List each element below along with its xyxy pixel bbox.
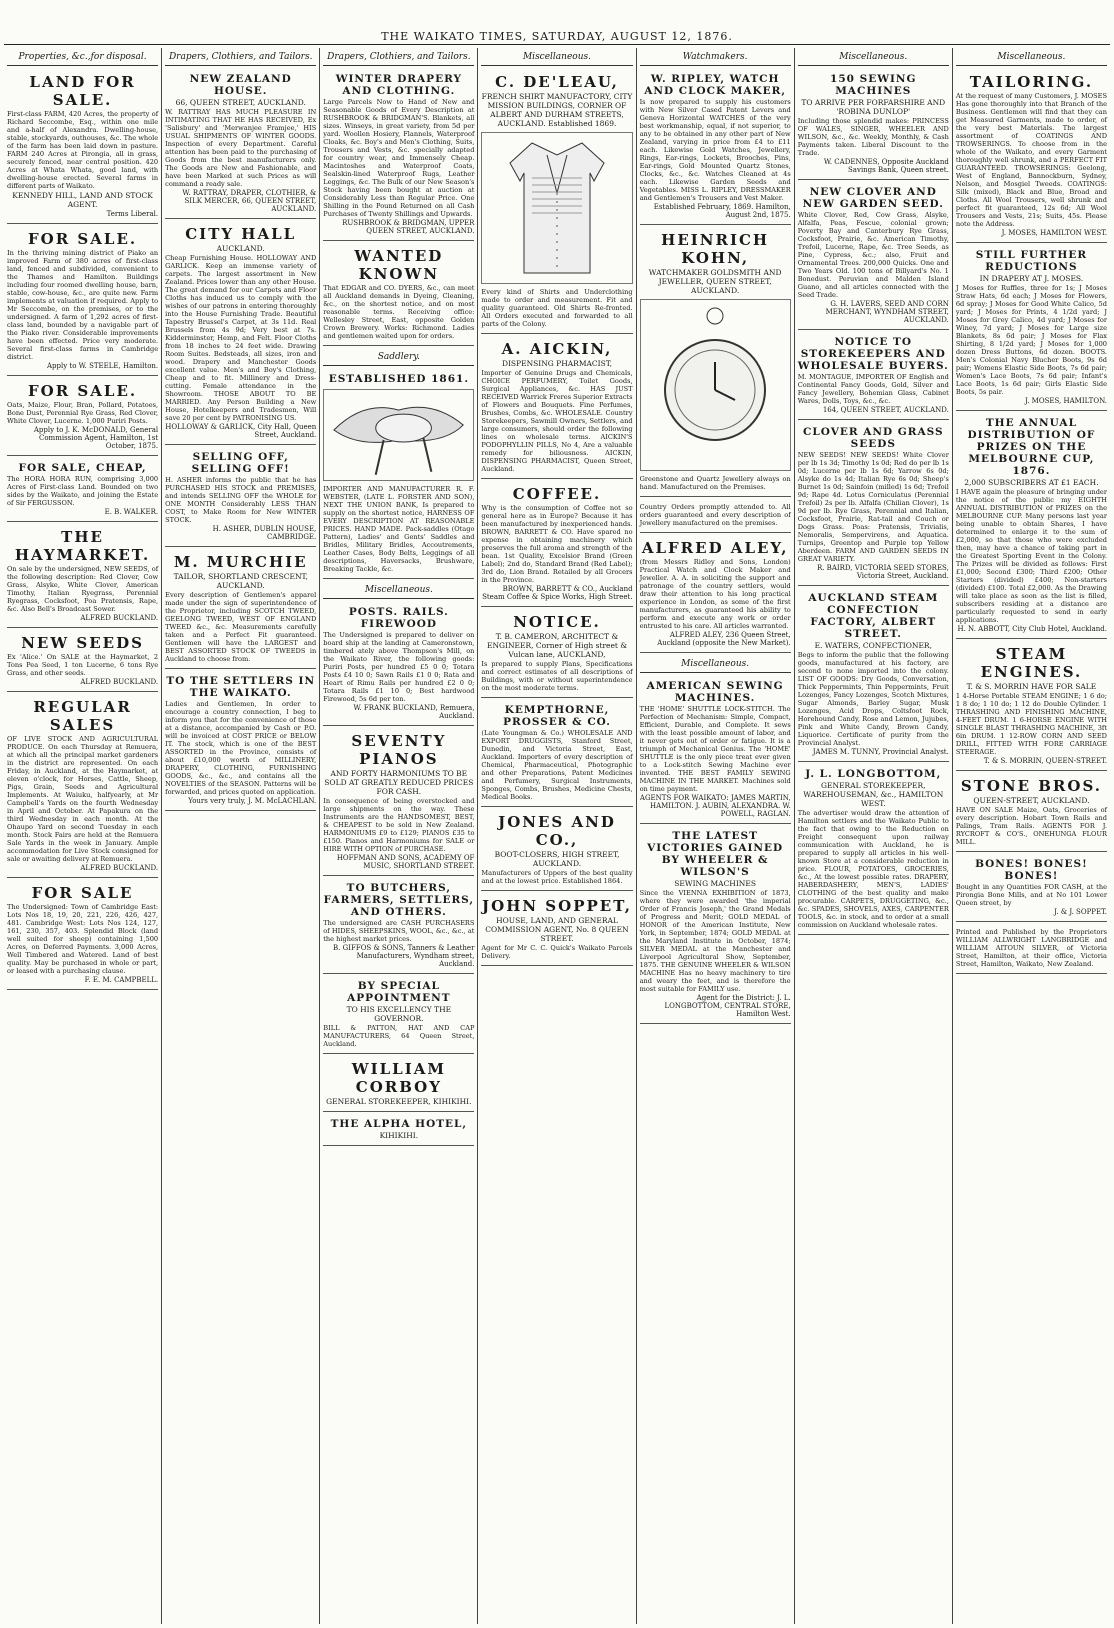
ad-signature: HOLLOWAY & GARLICK, City Hall, Queen Street, Auckland. [165,423,317,439]
advertisement [798,422,949,586]
column-2 [162,48,320,1624]
ad-signature: G. H. LAVERS, SEED AND CORN MERCHANT, WYNDHAM STREET, AUCKLAND. [825,300,949,324]
advertisement [323,1056,474,1112]
ad-heading: TAILORING. [969,73,1094,91]
advertisement [640,499,791,533]
ad-signature: F. E. M. CAMPBELL. [84,976,159,984]
ad-heading: THE ALPHA HOTEL, [330,1118,468,1130]
advertisement [323,728,474,876]
saddle-illustration [323,389,474,481]
ad-body: H. ASHER informs the public that he has PURCHASED HIS STOCK and PREMISES, and intends SELLING OFF the WHOLE for ONE MONTH Considerably LESS THAN COST, to Make Room for New WINTER STOCK. [165,476,317,524]
ad-heading: WANTED KNOWN [354,247,444,283]
ad-signature: E. B. WALKER. [104,508,159,516]
ad-heading: THE ANNUAL DISTRIBUTION OF PRIZES ON THE MELBOURNE CUP, 1876. [967,417,1096,477]
ad-heading: FOR SALE. [28,382,138,400]
ad-signature: R. BAIRD, VICTORIA SEED STORES, Victoria Street, Auckland. [816,564,949,580]
ad-heading: M. MURCHIE [173,553,308,571]
ad-heading: AMERICAN SEWING MACHINES. [646,680,784,704]
advertisement [798,332,949,420]
ad-signature: J. MOSES, HAMILTON. [1024,397,1107,405]
ad-body: OF LIVE STOCK AND AGRICULTURAL PRODUCE. On each Thursday at Remuera, at which all the principal market gardeners in the district are represented. On each Friday, in Auckland, at the Haymarket, at eleven o'clock, for Horses, Cattle, Sheep, Pigs, Grain, Seeds and Agricultural Implements. At Waiuku, halfyearly, at Mr Campbell's Yards on the fourth Wednesday in April and October. At Papakura on the third Wednesday in each month. At the Ohaupo Yard on second Tuesday in each month. Stock Fairs are held at the Remuera Sale Yards in the week in January. Ample accommodation for Live Stock consigned for sale or awaiting delivery at Remuera. [7,735,159,863]
newspaper-title: THE WAIKATO TIMES, SATURDAY, AUGUST 12, 1876. [381,30,733,43]
ad-heading: HEINRICH KOHN, [661,231,770,267]
ad-body: That EDGAR and CO. DYERS, &c., can meet all Auckland demands in Dyeing, Cleaning, &c., on the shortest notice, and on most reasonable terms. Receiving office: Wellesley Street, East, opposite Golden Crown Brewery. Works: Richmond. Ladies and gentlemen waited upon for orders. [323,284,475,340]
ad-body: Ladies and Gentlemen, In order to encourage a country connection, I beg to inform you that for the convenience of those at a distance, accompanied by Cash or P.O. will be invoiced at COST PRICE or BELOW IT. The stock, which is one of the BEST ASSORTED in the Province, consists of about £10,000 worth of MILLINERY, DRAPERY, CLOTHING, FURNISHING GOODS, &c., &c., and contains all the NOVELTIES of the SEASON. Patterns will be forwarded, and prices quoted on application. [165,700,317,796]
advertisement [640,826,791,1024]
ad-signature: ALFRED BUCKLAND. [80,678,159,686]
advertisement [956,413,1107,639]
advertisement [165,549,316,669]
ad-body: Every kind of Shirts and Underclothing made to order and measurement. Fit and quality guaranteed. Old Shirts Re-fronted. All Orders executed and forwarded to all parts of the Colony. [481,288,633,328]
ad-body: In consequence of being overstocked and large shipments on the way. These Instruments are the HANDSOMEST, BEST, & CHEAPEST to be sold in New Zealand. HARMONIUMS £9 to £129; PIANOS £35 to £150. Pianos and Harmoniums for SALE or HIRE WITH OPTION of PURCHASE. [323,797,475,853]
ad-heading: STILL FURTHER REDUCTIONS [975,249,1088,273]
ad-body: The HORA HORA RUN, comprising 3,000 Acres of First-class Land. Bounded on two sides by the Waikato, and joining the Estate of Sir FERGUSSON. [7,475,159,507]
advertisement [798,182,949,330]
column-heading: Drapers, Clothiers, and Tailors. [165,48,316,66]
advertisement [7,524,158,628]
advertisement [798,764,949,935]
ad-signature: JAMES M. TUNNY, Provincial Analyst. [812,748,949,756]
advertisement [323,602,474,726]
advertisement [323,1114,474,1146]
ad-signature: RUSHBROOK & BRIDGMAN, UPPER QUEEN STREET, AUCKLAND. [342,219,475,235]
ad-subheading: TAILOR, SHORTLAND CRESCENT, AUCKLAND. [173,572,308,590]
ad-body: First-class FARM, 420 Acres, the property of Richard Seccombe, Esq., within one mile and a-half of Alexandra. Dwelling-house, stable, stockyards, outhouses, &c. The whole of the farm has been laid down in pasture. FARM 240 Acres at Pirongia, all in grass, securely fenced, near central position. 420 Acres at Whata Whata, good land, with dwelling-house erected. Several farms in different parts of Waikato. [7,110,159,190]
advertisement [481,336,632,479]
ad-body: Manufacturers of Uppers of the best quality and at the lowest price. Established 1864. [481,869,633,885]
advertisement [640,69,791,225]
ad-heading: JONES AND CO., [498,813,616,849]
ad-heading: REGULAR SALES [33,698,132,734]
ad-body: In the thriving mining district of Piako an improved Farm of 380 acres of first-class land, fenced and subdivided, convenient to the Thames and Hamilton. Buildings including four roomed dwelling house, barn, stable, cow-house, &c., are quite new. Farm implements at valuation if required. Apply to Mr Seccombe, on the premises, or to the undersigned. A farm of 1,292 acres of first-class land, bounded by a navigable part of the Piako river. Considerable improvements have been effected. Price very moderate. Several first-class farms in Cambridge district. [7,249,159,361]
ad-body: Agent for Mr C. C. Quick's Waikato Parcels Delivery. [481,944,633,960]
ad-subheading: AUCKLAND. [216,244,265,253]
ad-body: Importer of Genuine Drugs and Chemicals, CHOICE PERFUMERY, Toilet Goods, Surgical Appliances, &c. HAS JUST RECEIVED Warrick Freres Superior Extracts of Flowers and Bouquets. Fine Perfumes, Brushes, Combs, &c. WHOLESALE. Country Storekeepers, Sawmill Owners, Settlers, and large consumers, should order the following lines on wholesale terms. AICKIN'S PODOPHYLLIN PILLS, No 4, Are a valuable remedy for biliousness. AICKIN, DISPENSING PHARMACIST, Queen Street, Auckland. [481,369,633,473]
advertisement [956,854,1107,922]
ad-body: Begs to inform the public that the following goods, manufactured at his factory, are second to none imported into the colony. LIST OF GOODS: Dry Goods, Conversation, Thick Peppermints, Thin Peppermints, Fruit Lozenges, Fancy Lozenges, Scotch Mixtures, Sugar Almonds, Barley Sugar, Musk Lozenges, Acid Drops, Coltsfoot Rock, Horehound Candy, Rose and Lemon, Jujubes, Pink and White Candy, Brown Candy, Liquorice. Certificate of purity from the Provincial Analyst. [797,651,949,747]
ad-body: The undersigned are CASH PURCHASERS of HIDES, SHEEPSKINS, WOOL, &c., &c., at the highest market prices. [323,919,475,943]
column-6 [795,48,953,1624]
advertisement [481,809,632,891]
ad-body: Country Orders promptly attended to. All orders guaranteed and every description of Jewellery manufactured on the premises. [639,503,791,527]
ad-heading: JOHN SOPPET, [482,897,632,915]
ad-body: Every description of Gentlemen's apparel made under the sign of superintendence of the Proprietor, including SCOTCH TWEED, GEELONG TWEED, WEST OF ENGLAND TWEED &c., &c. Measurements carefully taken and a Perfect Fit guaranteed. Gentlemen will have the LARGEST and BEST ASSORTED STOCK OF TWEEDS in Auckland to choose from. [165,591,317,663]
section-heading: Miscellaneous. [323,581,474,599]
advertisement [956,245,1107,411]
ad-heading: NEW CLOVER AND NEW GARDEN SEED. [802,186,944,210]
ad-heading: COFFEE. [512,485,602,503]
ad-signature: H. ASHER, DUBLIN HOUSE, CAMBRIDGE. [212,525,317,541]
ad-heading: NOTICE. [513,613,601,631]
column-heading: Watchmakers. [640,48,791,66]
ad-subheading: SEWING MACHINES [674,879,756,888]
ad-body: I HAVE again the pleasure of bringing under the notice of the public my EIGHTH ANNUAL DISTRIBUTION of PRIZES on the MELBOURNE CUP. Many persons last year being unable to obtain Shares, I have determined to enlarge it to the sum of £2,000, so that those who were excluded then, may have a chance of taking part in the Greatest Sporting Event in the Colony. The Prizes will be divided as follows: First £1,000; Second £300; Third £200; Other Starters (divided) £400; Non-starters (divided) £100. Total £2,000. As the Drawing will take place as soon as the list is filled, subscribers residing at a distance are particularly requested to send in early applications. [955,488,1107,624]
advertisement [798,69,949,180]
ad-body: Is prepared to supply Plans, Specifications and correct estimates of all descriptions of Buildings, with or without superintendence on the most moderate terms. [481,660,633,692]
column-7 [953,48,1110,1624]
ad-subheading: IN DRAPERY AT J. MOSES. [979,274,1084,283]
ad-body: J Moses for Ruffles, three for 1s; J Moses Straw Hats, 6d each; J Moses for Flowers, 6d spray; J Moses for Good White Calico, 5d yard; J Moses for Prints, 4 1/2d yard; J Moses for Grey Calico, 4d yard; J Moses for Winey, 7d yard; J Moses for Large size Blankets, 8s 6d pair; J Moses for Flax Shirting, 8 1/2d yard; J Moses for 1,000 dozen Dress Buttons, 6d dozen. BOOTS. Men's Colonial Navy Blucher Boots, 9s 6d pair; Womens Elastic Side Boots, 7s 6d pair; Women's Lace Boots, 7s 6d pair; Infant's Lace Boots, 1s 6d pair; Girls Elastic Side Boots, 5s pair. [955,284,1107,396]
ad-body: Why is the consumption of Coffee not so general here as in Europe? Because it has been manufactured by inexperienced hands. BROWN, BARRETT & CO. Have spared no expense in obtaining machinery which preserves the full aroma and strength of the bean. 1st Quality, Excelsior Brand (Green Label); 2nd do, Standard Brand (Red Label); 3rd do, Lion Brand. Retailed by all Grocers in the Province. [481,504,633,584]
ad-body: The Undersigned: Town of Cambridge East: Lots Nos 18, 19, 20, 221, 226, 426, 427, 481. Cambridge West: Lots Nos 124, 127, 161, 230, 357, 403. Splendid Block (land well suited for sheep) containing 1,500 Acres, on Deferred Payments. 3,000 Acres, Well Timbered and Watered. Land of best quality. May be purchased in whole or part, or leased with a purchasing clause. [7,903,159,975]
ad-subheading: T. & S. MORRIN HAVE FOR SALE [966,682,1097,691]
ad-extra: KENNEDY HILL, LAND AND STOCK AGENT. [12,191,153,209]
ad-signature: Apply to J. K. McDONALD, General Commission Agent, Hamilton, 1st October, 1875. [33,426,159,450]
column-3 [320,48,478,1624]
column-heading: Miscellaneous. [798,48,949,66]
ad-body: At the request of many Customers, J. MOSES Has gone thoroughly into that Branch of the Business. Gentlemen will find that they can get Measured Garments, made to order, of the very best Materials. The largest assortment of COATINGS AND TROWSERINGS. To choose from in the whole of the Waikato, and every Garment thoroughly well shrunk, and a PERFECT FIT GUARANTEED. TROWSERINGS: Geelong, West of England, Bannockburn, Sydney, Nelson, and Mosgiel Tweeds. COATINGS: Silk (mixed), Black and Blue, Broad and Cloths. All Wool Trousers, well shrunk and perfect fit guaranteed, 12s 6d; All Wool Trousers and Vests, 21s; Suits, 45s. Please note the Address. [955,92,1107,228]
ad-body: The Undersigned is prepared to deliver on board ship at the landing at Cameronstown, timbered ately above Thompson's Mill, on the Waikato River, the following goods: Puriri Posts, per hundred £5 0 0; Totara Posts £4 10 0; Sawn Rails £1 0 0; Rata and Heart of Rimu Rails per hundred £2 0 0; Totara Rails £1 10 0; Best hardwood Firewood, 5s 6d per ton. [323,631,475,703]
ad-signature: W. FRANK BUCKLAND, Remuera, Auckland. [353,704,475,720]
advertisement [323,369,474,579]
ad-signature: AGENTS FOR WAIKATO: JAMES MARTIN, HAMILTON. J. AUBIN, ALEXANDRA. W. POWELL, RAGLAN. [639,794,791,818]
ad-signature: HOFFMAN AND SONS, ACADEMY OF MUSIC, SHORTLAND STREET. [336,854,475,870]
ad-heading: STEAM ENGINES. [980,645,1083,681]
ad-signature: H. N. ABBOTT, City Club Hotel, Auckland. [957,625,1107,633]
ad-subheading: FRENCH SHIRT MANUFACTORY, CITY MISSION BUILDINGS, CORNER OF ALBERT AND DURHAM STREETS, AUCKLAND. Established 1869. [481,92,633,128]
column-4 [478,48,636,1624]
ad-body: Printed and Published by the Proprietors WILLIAM ALLWRIGHT LANGBRIDGE and WILLIAM AITOUN SILVER, of Victoria Street, Hamilton, at their office, Victoria Street, Hamilton, Waikato, New Zealand. [955,928,1107,968]
advertisement [956,641,1107,771]
advertisement [956,924,1107,974]
ad-subheading: TO HIS EXCELLENCY THE GOVERNOR. [346,1005,452,1023]
ad-heading: ESTABLISHED 1861. [328,373,469,385]
ad-heading: NOTICE TO STOREKEEPERS AND WHOLESALE BUYERS. [797,336,949,372]
ad-signature: Terms Liberal. [106,210,159,218]
ad-heading: THE LATEST VICTORIES GAINED BY WHEELER & WILSON'S [647,830,784,878]
ad-heading: J. L. LONGBOTTOM, [805,768,942,780]
ad-heading: TO BUTCHERS, FARMERS, SETTLERS, AND OTHERS. [323,882,475,918]
ad-body: Greenstone and Quartz Jewellery always on hand. Manufactured on the Premises. [639,475,791,491]
ad-heading: FOR SALE, CHEAP, [18,462,147,474]
column-heading: Properties, &c.,for disposal. [7,48,158,66]
ad-body: THE 'HOME' SHUTTLE LOCK-STITCH. The Perfection of Mechanism: Simple, Compact, Efficient, Durable, and Complete. It sews with the least possible amount of labor, and it never gets out of order or fatigue. It is a triumph of Mechanical Genius. The 'HOME' SHUTTLE is the only piece treat ever given to a Lock-stitch Sewing Machine ever invented. THE BEST FAMILY SEWING MACHINE IN THE MARKET. Machines sold on time payment. [639,705,791,793]
ad-signature: Apply to W. STEELE, Hamilton. [46,362,159,370]
ad-heading: BONES! BONES! BONES! [975,858,1088,882]
ad-subheading: BOOT-CLOSERS, HIGH STREET, AUCKLAND. [494,850,620,868]
ad-signature: J. MOSES, HAMILTON WEST. [1001,229,1107,237]
ad-subheading: GENERAL STOREKEEPER, KIHIKIHI. [326,1097,472,1106]
advertisement [640,676,791,824]
ad-heading: C. DE'LEAU, [495,73,619,91]
ad-signature: ALFRED BUCKLAND. [80,864,159,872]
advertisement [956,69,1107,243]
advertisement [7,378,158,456]
advertisement [798,588,949,762]
ad-signature: J. & J. SOPPET. [1054,908,1107,916]
ad-subheading: GENERAL STOREKEEPER, WAREHOUSEMAN, &c., HAMILTON WEST. [803,781,944,808]
advertisement [640,227,791,497]
ad-heading: TO THE SETTLERS IN THE WAIKATO. [166,675,316,699]
ad-body: Oats, Maize, Flour, Bran, Pollard, Potatoes, Bone Dust, Perennial Rye Grass, Red Clover, White Clover, Lucerne. 1,000 Puriri Posts. [7,401,159,425]
ad-signature: Agent for the District: J. L. LONGBOTTOM, CENTRAL STORE, Hamilton West. [664,994,791,1018]
column-heading: Miscellaneous. [481,48,632,66]
ad-body: Cheap Furnishing House. HOLLOWAY AND GARLICK. Keep an immense variety of carpets. The largest assortment in New Zealand. Prices lower than any other House. The great demand for our Carpets and Floor Cloths has induced us to comply with the wishes of our patrons in entering thoroughly into the House Furnishing Trade. Beautiful Tapestry Brussel's Carpet, at 3s 11d. Real Brussels from 4s 9d; Very best at 7s. Kidderminster, Hemp, and Felt. Floor Cloths from 18 inches to 24 feet wide. Drawing Room Suites. Bedsteads, all sizes, iron and wood. Drapery and Manchester Goods excellent value. Men's and Boy's Clothing, Cheap and to fit. Millinery and Dress-cutting. Female attendance in the Showroom. THOSE ABOUT TO BE MARRIED. Any Person Building a New House, Hotelkeepers and Tradesmen, Will save 20 per cent by PATRONISING US. [165,254,317,422]
advertisement [7,694,158,878]
advertisement [7,226,158,376]
ad-heading: W. RIPLEY, WATCH AND CLOCK MAKER, [644,73,787,97]
ad-signature: T. & S. MORRIN, QUEEN-STREET. [983,757,1107,765]
ad-body: M. MONTAGUE, IMPORTER OF English and Continental Fancy Goods, Gold, Silver and Fancy Jewellery, Bohemian Glass, Cabinet Wares, Dolls, Toys, &c., &c. [797,373,949,405]
advertisement [323,976,474,1054]
advertisement [165,447,316,547]
advertisement [323,243,474,346]
ad-subheading: TO ARRIVE PER FORFARSHIRE AND 'ROBINA DUNLOP' [801,98,946,116]
ad-subheading: KIHIKIHI. [379,1131,419,1140]
column-heading: Drapers, Clothiers, and Tailors. [323,48,474,66]
advertisement [165,671,316,811]
column-heading: Miscellaneous. [956,48,1107,66]
ad-body: IMPORTER AND MANUFACTURER R. F. WEBSTER, (LATE L. FORSTER AND SON), NEXT THE UNION BANK, Is prepared to supply on the shortest notice, HARNESS OF EVERY DESCRIPTION AT REASONABLE PRICES. HAND MADE. Pack-saddles (Otago Pattern), Ladies' and Gents' Saddles and Bridles, Military Bridles, Accoutrements, Leather Cases, Body Belts, Leggings of all descriptions, Haversacks, Brushware, Breaking Tackle, &c. [323,485,475,573]
ad-subheading: 66, QUEEN STREET, AUCKLAND. [175,98,306,107]
advertisement [640,535,791,653]
ad-heading: KEMPTHORNE, PROSSER & CO. [503,704,611,728]
advertisement [7,880,158,990]
column-5 [637,48,795,1624]
ad-body: Ex 'Alice.' On SALE at the Haymarket, 2 Tons Pea Seed, 1 ton Lucerne, 6 tons Rye Grass, and other seeds. [7,653,159,677]
ad-heading: WINTER DRAPERY AND CLOTHING. [335,73,462,97]
ad-heading: ALFRED ALEY, [641,539,789,557]
masthead [0,0,1114,42]
ad-signature: ALFRED BUCKLAND. [80,614,159,622]
ad-body: W. RATTRAY HAS MUCH PLEASURE IN INTIMATING THAT HE HAS RECEIVED, Ex 'Salisbury' and 'Merwanjee Framjee,' HIS USUAL SHIPMENTS OF WINTER GOODS. Inspection of every Department. Careful attention has been paid to the purchasing of Goods from the best manufacturers only. The Goods are New and Fashionable, and have been Marked at such Prices as will command a ready sale. [165,108,317,188]
ad-signature: BROWN, BARRETT & CO., Auckland Steam Coffee & Spice Works, High Street. [482,585,633,601]
ad-subheading: QUEEN-STREET, AUCKLAND. [973,796,1090,805]
ad-body: HAVE ON SALE Maize, Oats, Groceries of every description. Hobart Town Rails and Palings, Tram Rails. AGENTS FOR J. RYCROFT & CO'S., ONEHUNGA FLOUR MILL. [955,806,1107,846]
ad-body: Including those splendid makes: PRINCESS OF WALES, SINGER, WHEELER AND WILSON, &c., &c. Weekly, Monthly, & Cash Payments taken. Liberal Discount to the Trade. [797,117,949,157]
advertisement [481,69,632,334]
ad-subheading: AND FORTY HARMONIUMS TO BE SOLD AT GREATLY REDUCED PRICES FOR CASH. [324,769,474,796]
shirt-illustration [481,132,632,284]
section-heading: Miscellaneous. [640,655,791,673]
ad-heading: SELLING OFF, SELLING OFF! [191,451,290,475]
ad-heading: CLOVER AND GRASS SEEDS [803,426,944,450]
ad-heading: 150 SEWING MACHINES [830,73,917,97]
masthead-rule [4,44,1110,45]
column-1 [4,48,162,1624]
ad-body: (Late Youngman & Co.) WHOLESALE AND EXPORT DRUGGISTS, Stanford Street, Dunedin, and Victoria Street, East, Auckland. Importers of every description of Chemical, Pharmaceutical, Photographic and other Preparations, Patent Medicines and Perfumery, Surgical Instruments, Sponges, Combs, Brushes, Medicine Chests, Medical Books. [481,729,633,801]
ad-body: Since the VIENNA EXHIBITION of 1873, where they were awarded 'the imperial Order of Francis Joseph,' the Grand Medals of Progress and Merit; GOLD MEDAL of HONOR of the American Institute, New York, in September, 1874; GOLD MEDAL at the Maryland Institute in October, 1874; SILVER MEDAL at the Manchester and Liverpool Agricultural Show, September, 1875. THE GENUINE WHEELER & WILSON MACHINE Has no heavy machinery to tire and weary the feet, and is therefore the most suitable for FAMILY use. [639,889,791,993]
ad-heading: WILLIAM CORBOY [351,1060,446,1096]
ad-signature: Yours very truly, J. M. McLACHLAN. [188,797,317,805]
ad-body: On sale by the undersigned, NEW SEEDS, of the following description: Red Clover, Cow Grass, Alsyke, White Clover, American Timothy, Italian Ryegrass, Perennial Ryegrass, Cocksfoot, Poa Pratensis, Rape, &c. Also Bell's Broadcast Sower. [7,565,159,613]
ad-body: Bought in any Quantities FOR CASH, at the Pirongia Bone Mills, and at No 101 Lower Queen street, by [955,883,1107,907]
ad-heading: LAND FOR SALE. [29,73,136,109]
advertisement [481,893,632,966]
advertisement [165,69,316,219]
advertisement [956,773,1107,852]
newspaper-columns [4,48,1110,1624]
ad-heading: STONE BROS. [960,777,1102,795]
ad-heading: A. AICKIN, [501,340,613,358]
ad-heading: POSTS. RAILS. FIREWOOD [348,606,449,630]
advertisement [7,630,158,692]
advertisement [7,69,158,224]
advertisement [481,481,632,607]
ad-body: 1 4-Horse Portable STEAM ENGINE; 1 6 do; 1 8 do; 1 10 do; 1 12 do Double Cylinder. 1 THRASHING AND FINISHING MACHINE, 4-FEET DRUM. 1 6-HORSE ENGINE WITH SINGLE BLAST THRASHING MACHINE, 3ft 6in DRUM. 1 12-ROW CORN AND SEED DRILL, FITTED WITH FORE CARRIAGE STEERAGE. [955,692,1107,756]
ad-body: NEW SEEDS! NEW SEEDS! White Clover per lb 1s 3d; Timothy 1s 0d; Red do per lb 1s 0d; Lucerne per lb 1s 6d; Yarrow 6s 0d; Alsyke do 1s 4d; Italian Rye 6s 0d; Sheep's Burnet 1s 0d; Sainfoin (milled) 1s 6d; Trefoil 9d; Rape 4d. Lotus Corniculatus (Perennial Trefoil) 2s per lb. Alfalfa (Chilian Clover), 1s 9d per lb. Rye Grass, Perennial and Italian, Cocksfoot, Prairie, Rat-tail and Couch or Dogs Grass. Poas: Pratensis, Trivialis, Nemoralis, Sempervirens, and Aquatica. Turnips, Greentop and Purple top Yellow Aberdeen. FARM AND GARDEN SEEDS IN GREAT VARIETY. [797,451,949,563]
ad-subheading: HOUSE, LAND, AND GENERAL COMMISSION AGENT, No. 8 QUEEN STREET. [485,916,629,943]
ad-heading: NEW SEEDS [21,634,144,652]
ad-heading: FOR SALE. [28,230,138,248]
ad-signature: W. RATTRAY, DRAPER, CLOTHIER, & SILK MERCER, 66, QUEEN STREET, AUCKLAND. [182,189,317,213]
ad-signature: 164, QUEEN STREET, AUCKLAND. [822,406,949,414]
ad-subheading: DISPENSING PHARMACIST, [501,359,613,368]
ad-body: (from Messrs Ridley and Sons, London) Practical Watch and Clock Maker and Jeweller. A. A. in soliciting the support and patronage of the country settlers, would draw their attention to his long practical experience in London, as some of the first manufacturers, as guaranteed his ability to perform and execute any work or order entrusted to his care. All articles warranted. [639,558,791,630]
ad-body: The advertiser would draw the attention of Hamilton settlers and the Waikato Public to the fact that owing to the Reduction on Freight consequent upon railway communication with Auckland, he is prepared to supply all articles in his well-known Store at a considerable reduction in price. FLOUR, POTATOES, GROCERIES, &c., At the lowest possible rates. DRAPERY, HABERDASHERY, MEN'S, LADIES' CLOTHING of the best quality and make procurable. CARPETS, DRUGGETING, &c., &c. SPADES, SHOVELS, AXES, CARPENTER TOOLS, &c. in stock, and to order at a small commission on Auckland wholesale rates. [797,809,949,929]
advertisement [323,69,474,241]
ad-heading: NEW ZEALAND HOUSE. [189,73,292,97]
ad-body: White Clover, Red, Cow Grass, Alsyke, Alfalfa, Peas, Fescue, colonial grown; Poverty Bay and Canterbury Rye Grass, Cocksfoot, Prairie, &c. American Timothy, Trefoil, Lucerne, Rape, &c. Tree Seeds, as Pine, Cypress, &c.; also, Fruit and Ornamental Trees. 200,000 Quicks. One and Two Years Old. 100 tons of Billyard's No. 1 Bonedust. Peruvian and Malden Island Guano, and all articles connected with the Seed Trade. [797,211,949,299]
advertisement [165,221,316,445]
ad-heading: THE HAYMARKET. [14,528,151,564]
advertisement [323,878,474,974]
ad-signature: ALFRED ALEY, 236 Queen Street, Auckland (opposite the New Market). [657,631,791,647]
ad-heading: AUCKLAND STEAM CONFECTION FACTORY, ALBERT STREET. [808,592,939,640]
ad-subheading: WATCHMAKER GOLDSMITH AND JEWELLER, QUEEN STREET, AUCKLAND. [648,268,782,295]
advertisement [7,458,158,522]
ad-signature: B. GIFFOS & SONS, Tanners & Leather Manufacturers, Wyndham street, Auckland. [333,944,475,968]
section-heading: Saddlery. [323,348,474,366]
ad-subheading: T. B. CAMERON, ARCHITECT & ENGINEER, Corner of High street & Vulcan lane, AUCKLAND, [486,632,627,659]
ad-heading: FOR SALE [31,884,134,902]
ad-heading: SEVENTY PIANOS [351,732,447,768]
ad-signature: W. CADENNES, Opposite Auckland Savings Bank, Queen street. [823,158,949,174]
ad-body: Large Parcels Now to Hand of New and Seasonable Goods of Every Description at RUSHBROOK & BRIDGMAN'S. Blankets, all sizes. Winseys, in great variety, from 5d per yard. Woollen Hosiery, Flannels, Waterproof Cloaks, &c. Boy's and Men's Clothing, Suits, Trousers and Vests, &c. specially adapted for country wear, and Immensely Cheap. Macintoshes and Waterproof Coats, Sealskin-lined Waterproof Rugs, Leather Leggings, &c. The Bulk of our New Season's Stock having been bought at auction at Considerably Less than Regular Price. One Shilling in the Pound Returned on all Cash Purchases of Twenty Shillings and Upwards. [323,98,475,218]
watch-illustration [640,299,791,471]
ad-body: BILL & PATTON, HAT AND CAP MANUFACTURERS, 64 Queen Street, Auckland. [323,1024,475,1048]
ad-subheading: E. WATERS, CONFECTIONER, [814,641,932,650]
ad-heading: CITY HALL [185,225,297,243]
advertisement [481,700,632,807]
advertisement [481,609,632,698]
ad-body: Is now prepared to supply his customers with New Silver Cased Patent Levers and Geneva Horizontal WATCHES of the very best workmanship, equal, if not superior, to any to be obtained in any other part of New Zealand, varying in price from £4 to £11 each. Likewise Gold Watches, Jewellery, Rings, Ear-rings, Lockets, Brooches, Pins, Ear-rings, Gold Mounted Quartz Stones, Clocks, &c., &c. Watches Cleaned at 4s each. Likewise Garden Seeds and Vegetables. MISS L. RIPLEY, DRESSMAKER and Gentlemen's Trousers and Vest Maker. [639,98,791,202]
ad-signature: Established February, 1869. Hamilton, August 2nd, 1875. [653,203,791,219]
ad-heading: BY SPECIAL APPOINTMENT [347,980,451,1004]
ad-subheading: 2,000 SUBSCRIBERS AT £1 EACH. [964,478,1099,487]
